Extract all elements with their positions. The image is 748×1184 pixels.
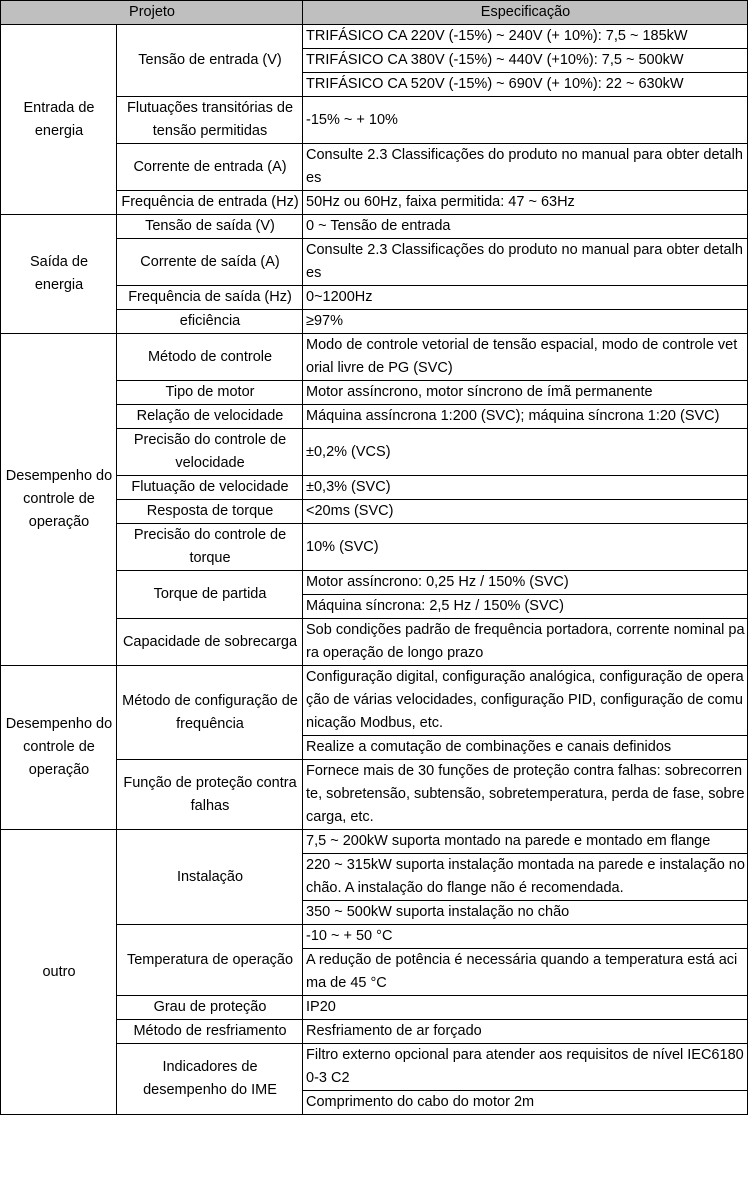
item-label: Torque de partida: [117, 571, 303, 619]
spec-value: Modo de controle vetorial de tensão espacial, modo de controle vetorial livre de PG (SVC): [303, 334, 748, 381]
spec-value: Configuração digital, configuração analógica, configuração de operação de várias velocidades, configuração PID, configuração de comunicação Modbus, etc.: [303, 666, 748, 736]
spec-value: Sob condições padrão de frequência portadora, corrente nominal para operação de longo prazo: [303, 619, 748, 666]
spec-value: 50Hz ou 60Hz, faixa permitida: 47 ~ 63Hz: [303, 191, 748, 215]
spec-value: Comprimento do cabo do motor 2m: [303, 1091, 748, 1115]
item-label: Capacidade de sobrecarga: [117, 619, 303, 666]
item-label: Tensão de saída (V): [117, 215, 303, 239]
group-label: Saída de energia: [1, 215, 117, 334]
item-label: eficiência: [117, 310, 303, 334]
spec-value: TRIFÁSICO CA 380V (-15%) ~ 440V (+10%): 7,5 ~ 500kW: [303, 49, 748, 73]
table-row: [1, 334, 748, 381]
spec-value: ±0,3% (SVC): [303, 476, 748, 500]
header-specification: Especificação: [303, 1, 748, 25]
table-row: [1, 25, 748, 49]
table-row: [1, 666, 748, 736]
spec-value: Máquina síncrona: 2,5 Hz / 150% (SVC): [303, 595, 748, 619]
spec-value: Motor assíncrono, motor síncrono de ímã permanente: [303, 381, 748, 405]
spec-value: 220 ~ 315kW suporta instalação montada na parede e instalação no chão. A instalação do flange não é recomendada.: [303, 854, 748, 901]
header-row: [1, 1, 748, 25]
item-label: Método de controle: [117, 334, 303, 381]
item-label: Flutuação de velocidade: [117, 476, 303, 500]
spec-value: 350 ~ 500kW suporta instalação no chão: [303, 901, 748, 925]
spec-value: ≥97%: [303, 310, 748, 334]
spec-value: Máquina assíncrona 1:200 (SVC); máquina síncrona 1:20 (SVC): [303, 405, 748, 429]
item-label: Função de proteção contra falhas: [117, 760, 303, 830]
spec-value: 7,5 ~ 200kW suporta montado na parede e montado em flange: [303, 830, 748, 854]
spec-value: Fornece mais de 30 funções de proteção contra falhas: sobrecorrente, sobretensão, subtensão, sobretemperatura, perda de fase, sobrecarga, etc.: [303, 760, 748, 830]
group-label: Desempenho do controle de operação: [1, 666, 117, 830]
spec-value: TRIFÁSICO CA 520V (-15%) ~ 690V (+ 10%): 22 ~ 630kW: [303, 73, 748, 97]
item-label: Método de configuração de frequência: [117, 666, 303, 760]
spec-value: Consulte 2.3 Classificações do produto no manual para obter detalhes: [303, 239, 748, 286]
spec-value: -15% ~ + 10%: [303, 97, 748, 144]
spec-value: ±0,2% (VCS): [303, 429, 748, 476]
item-label: Frequência de entrada (Hz): [117, 191, 303, 215]
spec-value: Consulte 2.3 Classificações do produto no manual para obter detalhes: [303, 144, 748, 191]
spec-value: 10% (SVC): [303, 524, 748, 571]
item-label: Frequência de saída (Hz): [117, 286, 303, 310]
spec-value: <20ms (SVC): [303, 500, 748, 524]
spec-value: TRIFÁSICO CA 220V (-15%) ~ 240V (+ 10%): 7,5 ~ 185kW: [303, 25, 748, 49]
item-label: Relação de velocidade: [117, 405, 303, 429]
item-label: Corrente de entrada (A): [117, 144, 303, 191]
spec-value: A redução de potência é necessária quando a temperatura está acima de 45 °C: [303, 949, 748, 996]
item-label: Precisão do controle de velocidade: [117, 429, 303, 476]
group-label: outro: [1, 830, 117, 1115]
item-label: Indicadores de desempenho do IME: [117, 1044, 303, 1115]
item-label: Flutuações transitórias de tensão permitidas: [117, 97, 303, 144]
spec-value: 0~1200Hz: [303, 286, 748, 310]
spec-value: IP20: [303, 996, 748, 1020]
item-label: Tipo de motor: [117, 381, 303, 405]
spec-value: -10 ~ + 50 °C: [303, 925, 748, 949]
group-label: Entrada de energia: [1, 25, 117, 215]
item-label: Tensão de entrada (V): [117, 25, 303, 97]
item-label: Instalação: [117, 830, 303, 925]
item-label: Método de resfriamento: [117, 1020, 303, 1044]
item-label: Temperatura de operação: [117, 925, 303, 996]
item-label: Resposta de torque: [117, 500, 303, 524]
spec-value: Resfriamento de ar forçado: [303, 1020, 748, 1044]
item-label: Grau de proteção: [117, 996, 303, 1020]
spec-value: Realize a comutação de combinações e canais definidos: [303, 736, 748, 760]
table-row: [1, 830, 748, 854]
item-label: Corrente de saída (A): [117, 239, 303, 286]
spec-value: Motor assíncrono: 0,25 Hz / 150% (SVC): [303, 571, 748, 595]
spec-value: Filtro externo opcional para atender aos requisitos de nível IEC61800-3 C2: [303, 1044, 748, 1091]
group-label: Desempenho do controle de operação: [1, 334, 117, 666]
table-row: [1, 215, 748, 239]
spec-value: 0 ~ Tensão de entrada: [303, 215, 748, 239]
header-project: Projeto: [1, 1, 303, 25]
item-label: Precisão do controle de torque: [117, 524, 303, 571]
